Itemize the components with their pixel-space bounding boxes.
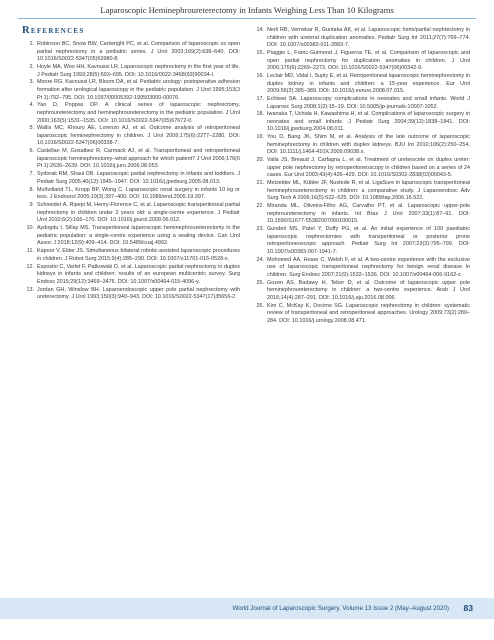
reference-item — [252, 96, 470, 111]
reference-number: 23. — [256, 226, 264, 233]
reference-text: Metzelder ML, Kübler JF, Nustede R, et al. LigaSure in laparoscopic transperitoneal heminephroureterectomy in children: a comparative study. J Laparoendosc Adv Surg Tech A 2006;16(5):522–525. DOI: 10.1089/lap.2006.16.522. — [267, 180, 470, 202]
page-number: 83 — [463, 603, 473, 613]
reference-number: 22. — [256, 203, 264, 210]
reference-number: 4. — [29, 102, 34, 109]
reference-number: 5. — [29, 125, 34, 132]
reference-number: 20. — [256, 157, 264, 164]
reference-item — [22, 148, 240, 171]
reference-text: Robinson BC, Snow BW, Cartwright PC, et al. Comparison of laparoscopic vs open partial nephrectomy in a pediatric series. J Urol 2003;169(2):638–640. DOI: 10.1016/S0022-5347(05)63980-8. — [37, 41, 240, 63]
reference-number: 16. — [256, 72, 264, 79]
reference-number: 17. — [256, 95, 264, 102]
reference-text: You D, Bang JK, Shim M, et al. Analysis of the late outcome of laparoscopic heminephrectomy in children with duplex kidneys. BJU Int 2010;106(2):250–254. DOI: 10.1111/j.1464-410X.2009.09038.x. — [267, 134, 470, 156]
reference-item — [252, 226, 470, 256]
reference-number: 2. — [29, 63, 34, 70]
reference-text: Nerli RB, Vernekar R, Guntaka AK, et al. Laparoscopic hemi/partial nephrectomy in children with ureteral duplication anomalies. Pediatr Surg Int 2011;27(7):769–774. DOI: 10.1007/s00383-011-2883-7. — [267, 27, 470, 49]
reference-text: Schneider A, Ripepi M, Henry-Florence C, et al. Laparoscopic transperitoneal partial nephrectomy in children under 2 years old: a single-centre experience. J Pediatr Urol 2010;6(2):166–170. DOI: 10.1016/j.jpurol.2009.06.012. — [37, 202, 240, 224]
reference-item — [252, 303, 470, 326]
reference-item — [22, 171, 240, 186]
reference-item — [22, 225, 240, 248]
reference-text: Hoyle MA, Woo HH, Kavoussi LR. Laparoscopic nephrectomy in the first year of life. J Pediatr Surg 1993;28(5):693–695. DOI: 10.1016/0022-3468(93)90034-I. — [37, 63, 240, 78]
reference-number: 1. — [29, 41, 34, 47]
reference-number: 6. — [29, 148, 34, 155]
reference-number: 11. — [26, 248, 34, 255]
reference-number: 25. — [256, 279, 264, 286]
reference-text: Kim C, McKay K, Docimo SG. Laparoscopic nephrectomy in children: systematic review of transperitoneal and retroperitoneal approaches. Urology 2009;73(2):280–284. DOI: 10.1016/j.urology.2008.08.471. — [267, 302, 470, 324]
reference-number: 19. — [256, 134, 264, 141]
reference-text: Piaggio L, Franc-Guimond J, Figueroa TE, et al. Comparison of laparoscopic and open partial nephrectomy for duplication anomalies in children. J Urol 2006;175(6):2269–2273. DOI: 10.1016/S0022-5347(06)00342-9. — [267, 49, 470, 72]
reference-number: 15. — [256, 49, 264, 56]
footer-journal: World Journal of Laparoscopic Surgery, Volume 13 Issue 2 (May–August 2020) — [232, 605, 449, 612]
reference-item — [22, 248, 240, 263]
header-rule — [18, 18, 476, 19]
reference-text: Gundeti MS, Patel Y, Duffy PG, et al. An initial experience of 100 paediatric laparoscopic nephrectomies with transperitoneal or posterior prone retroperitoneoscopic approach. Pediatr Surg Int 2007;23(3):795–799. DOI: 10.1007/s00383-007-1941-7. — [267, 226, 470, 255]
reference-text: Aydogdu I, Sillay MS. Transperitoneal laparoscopic heminephroureterectomy in the pediatric population: a single-centre experience using a sealing device. Can Urol Assoc J 2018;12(9):409–414. DOI: 10.5489/cuaj.4992. — [37, 225, 240, 247]
reference-number: 7. — [29, 171, 34, 178]
references-column-left — [22, 41, 240, 302]
reference-text: Mulholland TL, Kropp BP, Wong C. Laparoscopic renal surgery in infants 10 kg or less. J Endourol 2005;19(3):397–400. DOI: 10.1089/end.2005.19.397. — [37, 186, 240, 201]
reference-text: Sydorak RM, Shaul DB. Laparoscopic partial nephrectomy in infants and toddlers. J Pediatr Surg 2005;40(12):1945–1947. DOI: 10.1016/j.jpedsurg.2005.08.013. — [37, 171, 240, 185]
reference-text: Yao D, Poppas DP. A clinical series of laparoscopic nephrectomy, nephroureterectomy and heminephroureterectomy in the pediatric population. J Urol 2000;163(5):1531–1535. DOI: 10.1016/S0022-5347(05)67672-0. — [37, 102, 240, 124]
reference-number: 18. — [256, 111, 264, 118]
running-head: Laparoscopic Heminephroureterectomy in Infants Weighing Less Than 10 Kilograms — [100, 5, 394, 15]
reference-item — [252, 157, 470, 180]
reference-text: Kapoor V, Elder JS. Simultaneous bilateral robotic-assisted laparoscopic procedures in children. J Robot Surg 2015;9(4):285–290. DOI: 10.1007/s11701-015-0528-x. — [37, 248, 240, 262]
references-column-right — [252, 27, 470, 326]
reference-item — [252, 203, 470, 226]
reference-text: Gozen AS, Badawy H, Teber D, et al. Outcome of laparoscopic upper pole heminephroureterectomy in children: a two-centre experience. Arab J Urol 2016;14(4):287–291. DOI: 10.1016/j.aju.2016.08.006. — [267, 279, 470, 301]
reference-item — [252, 50, 470, 73]
reference-item — [22, 102, 240, 125]
reference-number: 9. — [29, 202, 34, 209]
reference-item — [252, 134, 470, 157]
reference-text: Moore RG, Kavoussi LR, Bloom DA, et al. Pediatric urology: postoperative adhesion formation after urological laparoscopy in the pediatric population. J Urol 1995;153(3 Pt 1):792–795. DOI: 10.1097/00005392-199503000-00076. — [37, 79, 240, 101]
reference-item — [22, 187, 240, 202]
reference-text: Valla JS, Breaud J, Carfagna L, et al. Treatment of ureterocele on duplex ureter: upper pole nephrectomy by retroperitoneoscopy in children based on a series of 24 cases. Eur Urol 2003;43(4):426–429. DOI: 10.1016/S0302-2838(03)00043-5. — [267, 157, 470, 179]
reference-item — [252, 73, 470, 96]
reference-text: Esposito C, Varlet F, Patkowski D, et al. Laparoscopic partial nephrectomy in duplex kidneys in infants and children: results of an european multicentric survey. Surg Endosc 2015;29(12):3469–3476. DOI: 10.1007/s00464-015-4096-y. — [37, 263, 240, 285]
reference-number: 14. — [256, 27, 264, 33]
reference-text: Wallis MC, Khoury AE, Lorenzo AJ, et al. Outcome analysis of retroperitoneal laparoscopic heminephrectomy in children. J Urol 2006;175(6):2277–2280. DOI: 10.1016/S0022-5347(06)00338-7. — [37, 125, 240, 147]
reference-number: 13. — [26, 286, 34, 293]
reference-text: Jordan GH, Winslow BH. Laparoendoscopic upper pole partial nephrectomy with ureterectomy. J Urol 1993;150(3):940–943. DOI: 10.1016/S0022-5347(17)35656-2. — [37, 286, 240, 301]
reference-text: Echtewi SA. Laparoscopy complications in neonates and small infants. World J Laparosc Surg 2008;1(2):15–19. DOI: 10.5005/jp-journals-10007-1052. — [267, 95, 470, 110]
reference-text: Miranda ML, Oliveira-Filho AG, Carvalho PT, et al. Laparoscopic upper-pole nephroureterectomy in infants. Int Braz J Urol 2007;33(1):87–91. DOI: 10.1590/S1677-55382007000100015. — [267, 203, 470, 225]
reference-item — [22, 41, 240, 64]
reference-number: 10. — [26, 225, 34, 232]
reference-item — [252, 280, 470, 303]
reference-text: Mohomed AA, Hoare C, Welsh F, et al. A two-centre experience with the exclusive use of laparoscopic transperitoneal nephrectomy for benign renal disease in children. Surg Endosc 2007;21(9):1532–1536. DOI: 10.1007/s00464-006-9162-z. — [267, 256, 470, 278]
reference-number: 8. — [29, 186, 34, 193]
reference-item — [252, 257, 470, 280]
reference-item — [252, 180, 470, 203]
reference-item — [22, 202, 240, 225]
reference-number: 24. — [256, 256, 264, 263]
reference-number: 3. — [29, 79, 34, 86]
reference-item — [22, 64, 240, 79]
reference-item — [22, 287, 240, 302]
reference-number: 12. — [26, 263, 34, 270]
reference-text: Leclair MD, Vidal I, Suply E, et al. Retroperitoneal laparoscopic heminephrectomy in duplex kidney in infants and children: a 15-year experience. Eur Urol 2009;56(2):385–389. DOI: 10.1016/j.eururo.2008.07.015. — [267, 72, 470, 95]
section-heading: References — [22, 25, 85, 36]
reference-item — [22, 264, 240, 287]
reference-number: 21. — [256, 180, 264, 187]
reference-item — [22, 79, 240, 102]
reference-item — [252, 27, 470, 50]
reference-text: Castellan M, Gosalbez R, Carmack AJ, et al. Transperitoneal and retroperitoneal laparoscopic heminephrectomy–what approach for which patient? J Urol 2006;176(6 Pt 1):2636–2639. DOI: 10.1016/j.juro.2006.08.053. — [37, 148, 240, 170]
reference-item — [252, 111, 470, 134]
reference-item — [22, 125, 240, 148]
reference-text: Iwanaka T, Uchida H, Kawashima H, et al. Complications of laparoscopic surgery in neonates and small infants. J Pediatr Surg 2004;39(12):1838–1841. DOI: 10.1016/j.jpedsurg.2004.08.011. — [267, 111, 470, 133]
reference-number: 26. — [256, 302, 264, 309]
